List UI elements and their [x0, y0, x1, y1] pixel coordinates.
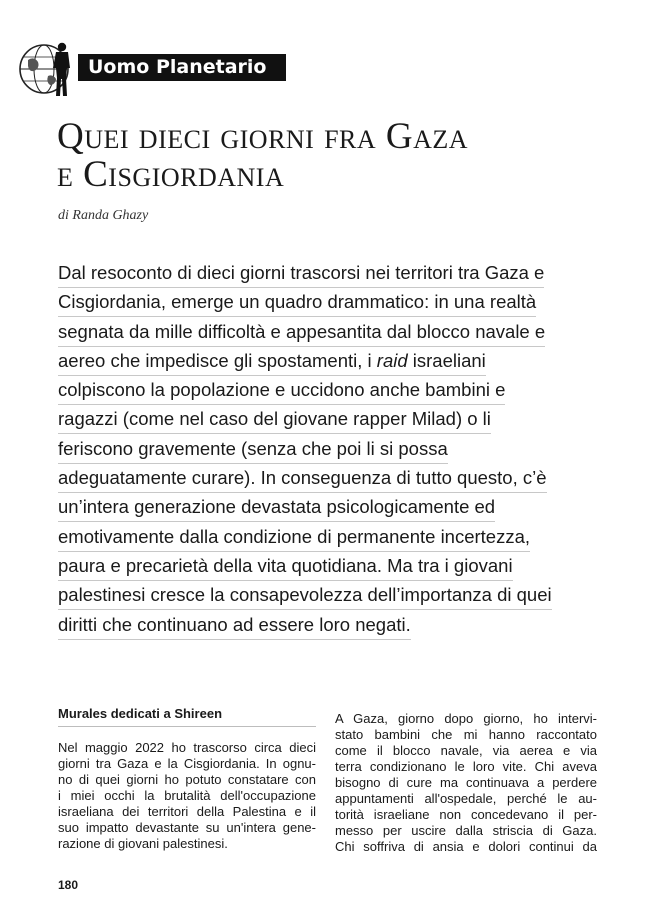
text-line: appuntamenti all'ospedale, perché le au-	[335, 791, 597, 806]
page-number: 180	[58, 878, 79, 892]
text-line: A Gaza, giorno dopo giorno, ho intervi-	[335, 711, 597, 726]
lead-line: palestinesi cresce la consapevolezza dell’importanza di quei	[58, 584, 552, 610]
globe-figure-icon	[18, 38, 76, 98]
lead-line: segnata da mille difficoltà e appesantita dal blocco navale e	[58, 321, 545, 347]
title-line: e Cisgiordania	[57, 154, 285, 195]
text-line: messo per uscire dalla striscia di Gaza.	[335, 823, 597, 838]
article-title	[57, 118, 637, 194]
text-line: Chi soffriva di ansia e dolori continui da	[335, 839, 597, 854]
title-line: Quei dieci giorni fra Gaza	[57, 116, 469, 157]
text-line: no di quei giorni ho potuto constatare con	[58, 772, 316, 787]
section-label: Uomo Planetario	[78, 54, 286, 81]
sidebar-text	[58, 740, 316, 852]
sidebar-box	[58, 706, 316, 852]
text-line: stato bambini che mi hanno raccontato	[335, 727, 597, 742]
lead-line: paura e precarietà della vita quotidiana. Ma tra i giovani	[58, 555, 513, 581]
lead-line: diritti che continuano ad essere loro negati.	[58, 614, 411, 640]
lead-line: ragazzi (come nel caso del giovane rapper Milad) o li	[58, 408, 491, 434]
text-line: i miei occhi la brutalità dell'occupazione	[58, 788, 316, 803]
text-line: Nel maggio 2022 ho trascorso circa dieci	[58, 740, 316, 755]
byline: di Randa Ghazy	[58, 208, 149, 223]
lead-line: Dal resoconto di dieci giorni trascorsi nei territori tra Gaza e	[58, 262, 544, 288]
text-line: razione di giovani palestinesi.	[58, 836, 228, 851]
text-line: terra condizionano le loro vite. Chi aveva	[335, 759, 597, 774]
lead-line: Cisgiordania, emerge un quadro drammatico: in una realtà	[58, 291, 536, 317]
lead-paragraph	[58, 262, 598, 643]
lead-line: aereo che impedisce gli spostamenti, i raid israeliani	[58, 350, 486, 376]
lead-line: adeguatamente curare). In conseguenza di tutto questo, c’è	[58, 467, 547, 493]
body-column	[335, 711, 597, 855]
text-line: suo impatto devastante su un'intera gene-	[58, 820, 316, 835]
text-line: come il blocco navale, via aerea e via	[335, 743, 597, 758]
lead-line: feriscono gravemente (senza che poi li si possa	[58, 438, 448, 464]
lead-line: emotivamente dalla condizione di permanente incertezza,	[58, 526, 530, 552]
italic-word: raid	[376, 349, 408, 371]
lead-line: colpiscono la popolazione e uccidono anche bambini e	[58, 379, 505, 405]
lead-line: un’intera generazione devastata psicologicamente ed	[58, 496, 495, 522]
text-line: bisogno di cure ma continuava a perdere	[335, 775, 597, 790]
sidebar-subhead: Murales dedicati a Shireen	[58, 706, 316, 727]
text-line: torità israeliane non concedevano il per-	[335, 807, 597, 822]
text-line: israeliana dei territori della Palestina e il	[58, 804, 316, 819]
text-line: giorni tra Gaza e la Cisgiordania. In ognu-	[58, 756, 316, 771]
body-text	[335, 711, 597, 855]
